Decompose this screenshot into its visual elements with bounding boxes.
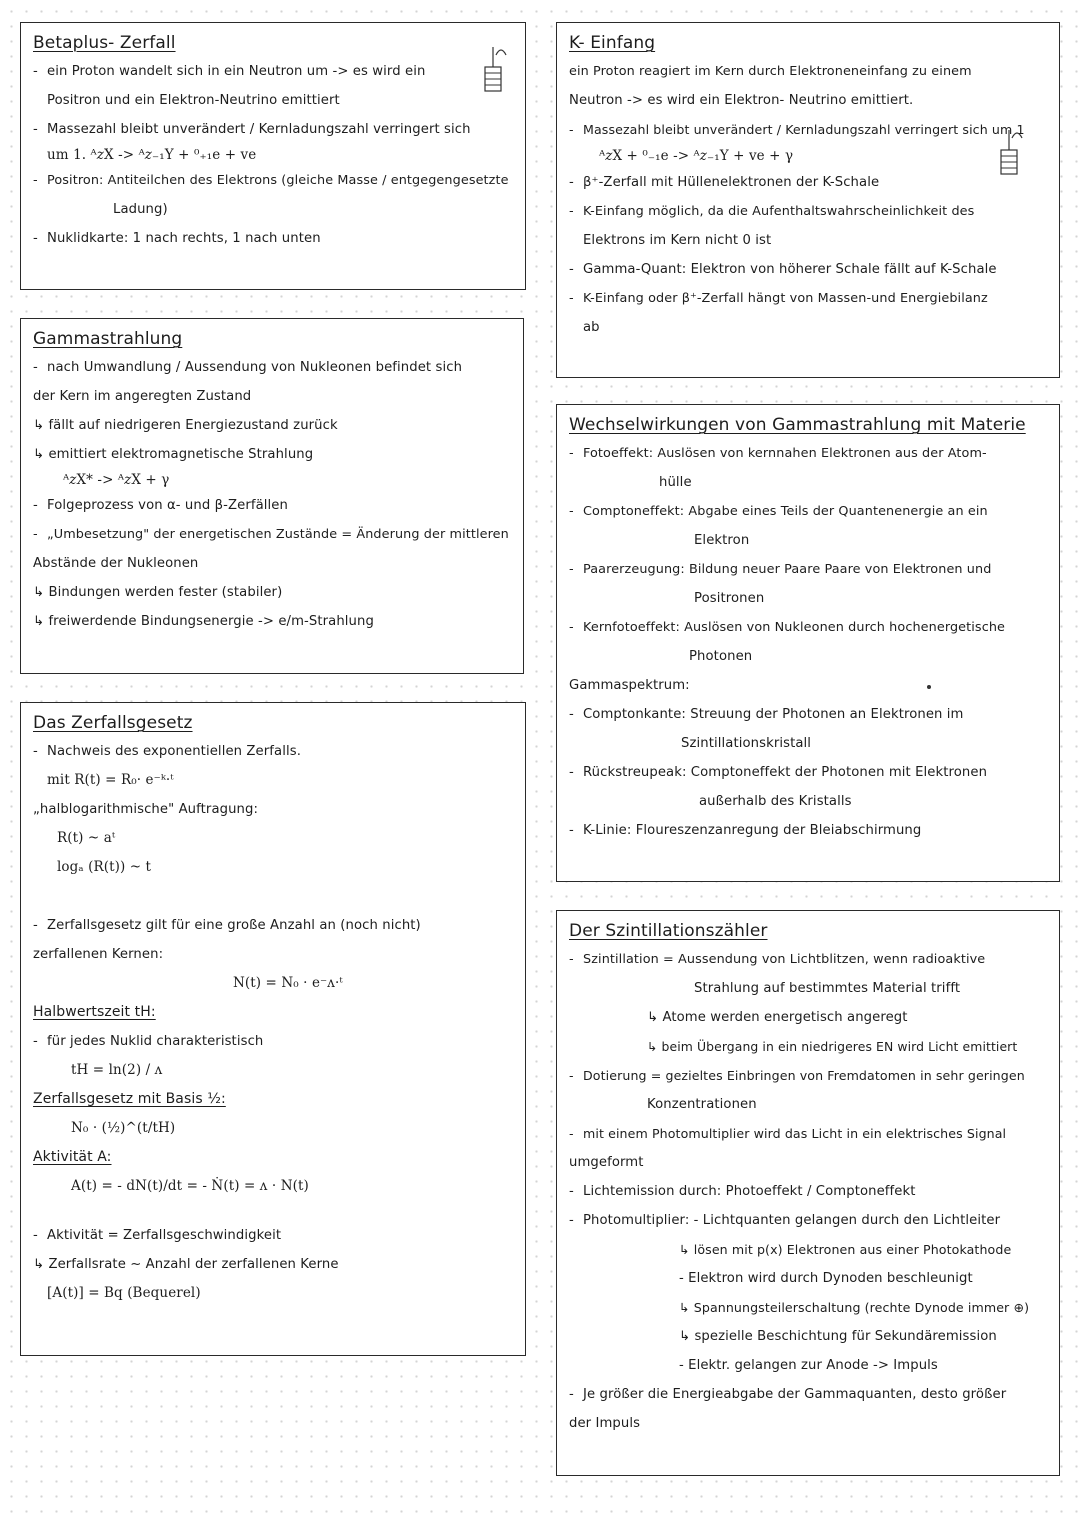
wechsel-line: - Rückstreupeak: Comptoneffekt der Photonen mit Elektronen — [569, 758, 1049, 787]
szint-line: - Elektron wird durch Dynoden beschleunigt — [679, 1271, 973, 1286]
zerfall-line: - Aktivität = Zerfallsgeschwindigkeit — [33, 1221, 515, 1250]
wechsel-box — [556, 404, 1060, 882]
szint-line: ↳ lösen mit p(x) Elektronen aus einer Photokathode — [679, 1242, 1012, 1257]
gamma-line: der Kern im angeregten Zustand — [33, 389, 252, 404]
zerfall-subhead: Halbwertszeit tH: — [33, 1004, 156, 1020]
betaplus-formula: um 1. ᴬ𝑧X -> ᴬ𝑧₋₁Y + ⁰₊₁e + ve — [47, 147, 257, 163]
betaplus-title: Betaplus- Zerfall — [33, 33, 176, 53]
zerfall-line: - für jedes Nuklid charakteristisch — [33, 1027, 515, 1056]
gamma-formula: ᴬ𝑧X* -> ᴬ𝑧X + γ — [63, 472, 170, 488]
keinfang-box — [556, 22, 1060, 378]
keinfang-line: ab — [583, 320, 600, 335]
zerfall-title: Das Zerfallsgesetz — [33, 713, 193, 733]
szint-line: ↳ Spannungsteilerschaltung (rechte Dynode immer ⊕) — [679, 1300, 1030, 1315]
keinfang-line: ein Proton reagiert im Kern durch Elektroneneinfang zu einem — [569, 64, 972, 79]
gamma-line: ↳ fällt auf niedrigeren Energiezustand zurück — [33, 418, 338, 433]
zerfall-formula: A(t) = - dN(t)/dt = - Ṅ(t) = ᴧ · N(t) — [71, 1178, 309, 1194]
szint-line: - Dotierung = gezieltes Einbringen von Fremdatomen in sehr geringen — [569, 1061, 1049, 1090]
wechsel-line: Elektron — [694, 533, 750, 548]
betaplus-line: Ladung) — [113, 202, 168, 217]
zerfall-line: „halblogarithmische" Auftragung: — [33, 802, 259, 817]
wechsel-title: Wechselwirkungen von Gammastrahlung mit Materie — [569, 415, 1026, 435]
zerfall-box — [20, 702, 526, 1356]
gamma-line: - Folgeprozess von α- und β-Zerfällen — [33, 491, 513, 520]
wechsel-line: Photonen — [689, 649, 753, 664]
keinfang-line: Elektrons im Kern nicht 0 ist — [583, 233, 772, 248]
gamma-line: - „Umbesetzung" der energetischen Zustände = Änderung der mittleren — [33, 520, 513, 549]
keinfang-line: Neutron -> es wird ein Elektron- Neutrino emittiert. — [569, 93, 914, 108]
zerfall-formula: mit R(t) = R₀· e⁻ᵏ·ᵗ — [47, 772, 174, 788]
zerfall-formula: R(t) ~ aᵗ — [57, 830, 116, 846]
detector-tube-icon — [997, 128, 1027, 178]
wechsel-line: - K-Linie: Floureszenzanregung der Bleiabschirmung — [569, 816, 1049, 845]
dot-mark — [927, 685, 931, 689]
gamma-box — [20, 318, 524, 674]
szint-line: der Impuls — [569, 1416, 641, 1431]
zerfall-formula: [A(t)] = Bq (Bequerel) — [47, 1285, 201, 1301]
gamma-line: Abstände der Nukleonen — [33, 556, 199, 571]
wechsel-line: Positronen — [694, 591, 765, 606]
szint-box — [556, 910, 1060, 1476]
gamma-title: Gammastrahlung — [33, 329, 183, 349]
szint-line: - Lichtemission durch: Photoeffekt / Comptoneffekt — [569, 1177, 1049, 1206]
zerfall-line: - Nachweis des exponentiellen Zerfalls. — [33, 737, 515, 766]
keinfang-line: - Gamma-Quant: Elektron von höherer Schale fällt auf K-Schale — [569, 255, 1049, 284]
zerfall-formula: tH = ln(2) / ᴧ — [71, 1062, 163, 1078]
wechsel-line: - Comptonkante: Streuung der Photonen an Elektronen im — [569, 700, 1049, 729]
szint-line: - Szintillation = Aussendung von Lichtblitzen, wenn radioaktive — [569, 945, 1049, 974]
wechsel-line: hülle — [659, 475, 692, 490]
gamma-line: ↳ emittiert elektromagnetische Strahlung — [33, 447, 314, 462]
zerfall-formula: logₐ (R(t)) ~ t — [57, 859, 152, 875]
wechsel-line: außerhalb des Kristalls — [699, 794, 852, 809]
wechsel-line: - Comptoneffekt: Abgabe eines Teils der Quantenenergie an ein — [569, 497, 1049, 526]
betaplus-line: - Nuklidkarte: 1 nach rechts, 1 nach unten — [33, 224, 515, 253]
zerfall-formula: N₀ · (½)^(t/tH) — [71, 1120, 176, 1136]
szint-line: - Je größer die Energieabgabe der Gammaquanten, desto größer — [569, 1380, 1049, 1409]
keinfang-line: - β⁺-Zerfall mit Hüllenelektronen der K-Schale — [569, 168, 1049, 197]
szint-line: ↳ Atome werden energetisch angeregt — [647, 1010, 908, 1025]
zerfall-line: zerfallenen Kernen: — [33, 947, 164, 962]
betaplus-box — [20, 22, 526, 290]
betaplus-line: - Positron: Antiteilchen des Elektrons (gleiche Masse / entgegengesetzte — [33, 166, 515, 195]
gamma-line: ↳ freiwerdende Bindungsenergie -> e/m-Strahlung — [33, 614, 374, 629]
szint-line: - Photomultiplier: - Lichtquanten gelangen durch den Lichtleiter — [569, 1206, 1049, 1235]
detector-tube-icon — [481, 45, 511, 95]
wechsel-line: - Kernfotoeffekt: Auslösen von Nukleonen durch hochenergetische — [569, 613, 1049, 642]
szint-title: Der Szintillationszähler — [569, 921, 768, 941]
zerfall-formula: N(t) = N₀ · e⁻ᴧ·ᵗ — [233, 975, 343, 991]
wechsel-line: - Paarerzeugung: Bildung neuer Paare Paare von Elektronen und — [569, 555, 1049, 584]
szint-line: Strahlung auf bestimmtes Material trifft — [694, 981, 961, 996]
zerfall-subhead: Aktivität A: — [33, 1149, 112, 1165]
gamma-line: - nach Umwandlung / Aussendung von Nukleonen befindet sich — [33, 353, 513, 382]
zerfall-line: ↳ Zerfallsrate ~ Anzahl der zerfallenen Kerne — [33, 1257, 339, 1272]
zerfall-line: - Zerfallsgesetz gilt für eine große Anzahl an (noch nicht) — [33, 911, 515, 940]
szint-line: Konzentrationen — [647, 1097, 757, 1112]
keinfang-title: K- Einfang — [569, 33, 656, 53]
szint-line: ↳ spezielle Beschichtung für Sekundäremission — [679, 1329, 997, 1344]
szint-line: - Elektr. gelangen zur Anode -> Impuls — [679, 1358, 938, 1373]
wechsel-line: Szintillationskristall — [681, 736, 812, 751]
betaplus-line: Positron und ein Elektron-Neutrino emittiert — [47, 93, 340, 108]
keinfang-line: - K-Einfang oder β⁺-Zerfall hängt von Massen-und Energiebilanz — [569, 284, 1049, 313]
szint-line: umgeformt — [569, 1155, 644, 1170]
szint-line: - mit einem Photomultiplier wird das Licht in ein elektrisches Signal — [569, 1119, 1049, 1148]
szint-line: ↳ beim Übergang in ein niedrigeres EN wird Licht emittiert — [647, 1039, 1018, 1054]
zerfall-subhead: Zerfallsgesetz mit Basis ½: — [33, 1091, 226, 1107]
betaplus-line: - ein Proton wandelt sich in ein Neutron um -> es wird ein — [33, 57, 515, 86]
zerfall-spacer — [33, 882, 515, 911]
wechsel-line: - Fotoeffekt: Auslösen von kernnahen Elektronen aus der Atom- — [569, 439, 1049, 468]
betaplus-line: - Massezahl bleibt unverändert / Kernladungszahl verringert sich — [33, 115, 515, 144]
zerfall-spacer — [33, 1201, 515, 1221]
keinfang-formula: ᴬ𝑧X + ⁰₋₁e -> ᴬ𝑧₋₁Y + ve + γ — [599, 148, 794, 164]
gamma-line: ↳ Bindungen werden fester (stabiler) — [33, 585, 283, 600]
keinfang-line: - K-Einfang möglich, da die Aufenthaltswahrscheinlichkeit des — [569, 197, 1049, 226]
wechsel-subhead: Gammaspektrum: — [569, 678, 690, 693]
keinfang-line: - Massezahl bleibt unverändert / Kernladungszahl verringert sich um 1 — [569, 115, 1049, 144]
